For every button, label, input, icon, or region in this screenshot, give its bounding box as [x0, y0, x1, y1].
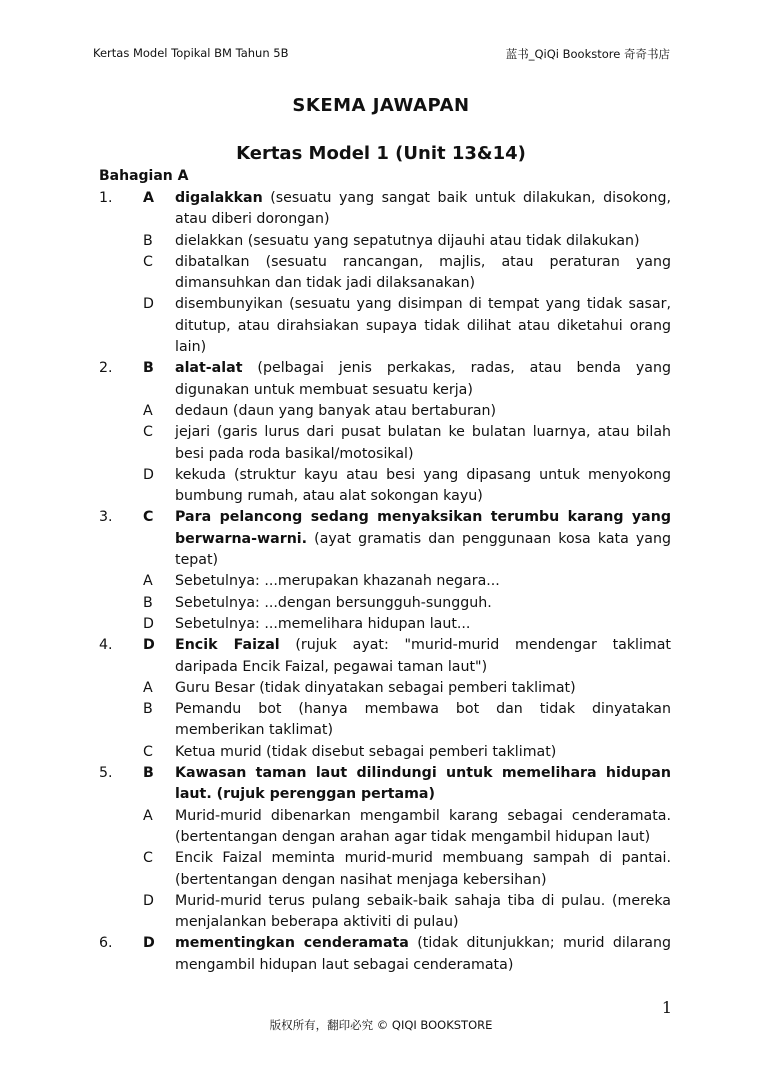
option-explanation: kekuda (struktur kayu atau besi yang dipasang untuk menyokong bumbung rumah, atau alat sokongan kayu) — [175, 466, 671, 505]
answer-key-text: Kawasan taman laut dilindungi untuk memelihara hidupan laut. (rujuk perenggan pertama) — [175, 765, 671, 803]
distractor-option — [99, 465, 671, 508]
option-explanation: dielakkan (sesuatu yang sepatutnya dijauhi atau tidak dilakukan) — [175, 232, 640, 249]
option-explanation: dedaun (daun yang banyak atau bertaburan) — [175, 402, 497, 419]
question-number: 1. — [99, 190, 113, 206]
option-letter: B — [143, 232, 153, 249]
answer-key-text: digalakkan — [175, 190, 263, 206]
distractor-option — [99, 699, 671, 742]
option-explanation: Ketua murid (tidak disebut sebagai pemberi taklimat) — [175, 743, 557, 760]
distractor-option — [99, 806, 671, 849]
option-explanation: Murid-murid dibenarkan mengambil karang sebagai cenderamata. (bertentangan dengan arahan agar tidak mengambil hidupan laut) — [175, 807, 671, 845]
question-block — [99, 358, 671, 507]
option-letter: A — [143, 679, 153, 696]
answer-explanation — [175, 507, 671, 571]
question-block — [99, 635, 671, 763]
page-number: 1 — [661, 998, 672, 1017]
question-answer-row — [99, 507, 671, 571]
answer-explanation — [175, 188, 671, 231]
option-explanation: Murid-murid terus pulang sebaik-baik sahaja tiba di pulau. (mereka menjalankan beberapa aktiviti di pulau) — [175, 892, 671, 931]
option-explanation: jejari (garis lurus dari pusat bulatan ke bulatan luarnya, atau bilah besi pada roda basikal/motosikal) — [175, 424, 671, 462]
header-left-text: Kertas Model Topikal BM Tahun 5B — [93, 46, 289, 60]
question-block — [99, 763, 671, 933]
option-letter: C — [143, 743, 153, 760]
question-number: 6. — [99, 935, 113, 952]
distractor-option — [99, 422, 671, 465]
question-number: 3. — [99, 509, 113, 526]
option-explanation: Sebetulnya: ...merupakan khazanah negara... — [175, 573, 500, 590]
option-letter: C — [143, 424, 153, 441]
option-explanation: disembunyikan (sesuatu yang disimpan di tempat yang tidak sasar, ditutup, atau dirahsiakan supaya tidak dilihat atau diketahui orang lain) — [175, 296, 671, 356]
correct-answer-letter: D — [143, 935, 155, 952]
distractor-option — [99, 294, 671, 358]
option-letter: D — [143, 892, 154, 909]
correct-answer-letter: A — [143, 190, 154, 206]
option-letter: C — [143, 850, 153, 867]
answer-list — [99, 188, 671, 976]
option-letter: D — [143, 296, 154, 313]
answer-explanation — [175, 358, 671, 401]
section-heading: Bahagian A — [99, 168, 189, 184]
distractor-option — [99, 231, 671, 252]
distractor-option — [99, 401, 671, 422]
answer-reason-text: (pelbagai jenis perkakas, radas, atau benda yang digunakan untuk membuat sesuatu kerja) — [175, 360, 671, 398]
page-title: SKEMA JAWAPAN — [292, 95, 470, 116]
option-explanation: Sebetulnya: ...memelihara hidupan laut... — [175, 615, 471, 632]
footer-copyright: 版权所有，翻印必究 © QIQI BOOKSTORE — [269, 1018, 493, 1032]
option-letter: B — [143, 701, 153, 718]
distractor-option — [99, 848, 671, 891]
answer-key-text: Encik Faizal — [175, 637, 280, 654]
distractor-option — [99, 614, 671, 635]
question-answer-row — [99, 635, 671, 678]
correct-answer-letter: B — [143, 360, 154, 377]
distractor-option — [99, 891, 671, 934]
answer-key-text: alat-alat — [175, 360, 243, 377]
answer-reason-text: (ayat gramatis dan penggunaan kosa kata yang tepat) — [175, 530, 671, 569]
distractor-option — [99, 571, 671, 592]
option-explanation: Encik Faizal meminta murid-murid membuang sampah di pantai. (bertentangan dengan nasihat menjaga kebersihan) — [175, 850, 671, 888]
option-letter: D — [143, 466, 154, 483]
correct-answer-letter: B — [143, 765, 154, 782]
option-letter: D — [143, 615, 154, 632]
option-letter: A — [143, 402, 153, 419]
option-letter: A — [143, 807, 153, 824]
header-right-text: 蓝书_QiQi Bookstore 奇奇书店 — [505, 47, 670, 61]
answer-reason-text: (sesuatu yang sangat baik untuk dilakukan, disokong, atau diberi dorongan) — [175, 190, 671, 228]
question-block — [99, 933, 671, 976]
answer-reason-text: (rujuk ayat: "murid-murid mendengar taklimat daripada Encik Faizal, pegawai taman laut") — [175, 637, 671, 675]
answer-key-text: mementingkan cenderamata — [175, 935, 409, 952]
question-block — [99, 507, 671, 635]
question-answer-row — [99, 933, 671, 976]
answer-explanation — [175, 933, 671, 976]
question-number: 5. — [99, 765, 113, 782]
question-answer-row — [99, 358, 671, 401]
option-explanation: Pemandu bot (hanya membawa bot dan tidak dinyatakan memberikan taklimat) — [175, 701, 671, 739]
option-explanation: Guru Besar (tidak dinyatakan sebagai pemberi taklimat) — [175, 679, 576, 696]
distractor-option — [99, 593, 671, 614]
option-letter: B — [143, 594, 153, 611]
option-explanation: Sebetulnya: ...dengan bersungguh-sungguh. — [175, 594, 492, 611]
question-answer-row — [99, 188, 671, 231]
correct-answer-letter: D — [143, 637, 155, 654]
option-letter: C — [143, 253, 153, 270]
distractor-option — [99, 742, 671, 763]
answer-explanation — [175, 763, 671, 806]
question-number: 4. — [99, 637, 113, 654]
distractor-option — [99, 678, 671, 699]
question-block — [99, 188, 671, 358]
answer-reason-text: (tidak ditunjukkan; murid dilarang mengambil hidupan laut sebagai cenderamata) — [175, 935, 671, 973]
distractor-option — [99, 252, 671, 295]
answer-key-text: Para pelancong sedang menyaksikan terumbu karang yang berwarna-warni. — [175, 509, 671, 547]
question-number: 2. — [99, 360, 113, 377]
answer-explanation — [175, 635, 671, 678]
question-answer-row — [99, 763, 671, 806]
option-explanation: dibatalkan (sesuatu rancangan, majlis, atau peraturan yang dimansuhkan dan tidak jadi dilaksanakan) — [175, 253, 671, 292]
correct-answer-letter: C — [143, 509, 154, 526]
page-subtitle: Kertas Model 1 (Unit 13&14) — [236, 143, 526, 164]
option-letter: A — [143, 573, 153, 590]
